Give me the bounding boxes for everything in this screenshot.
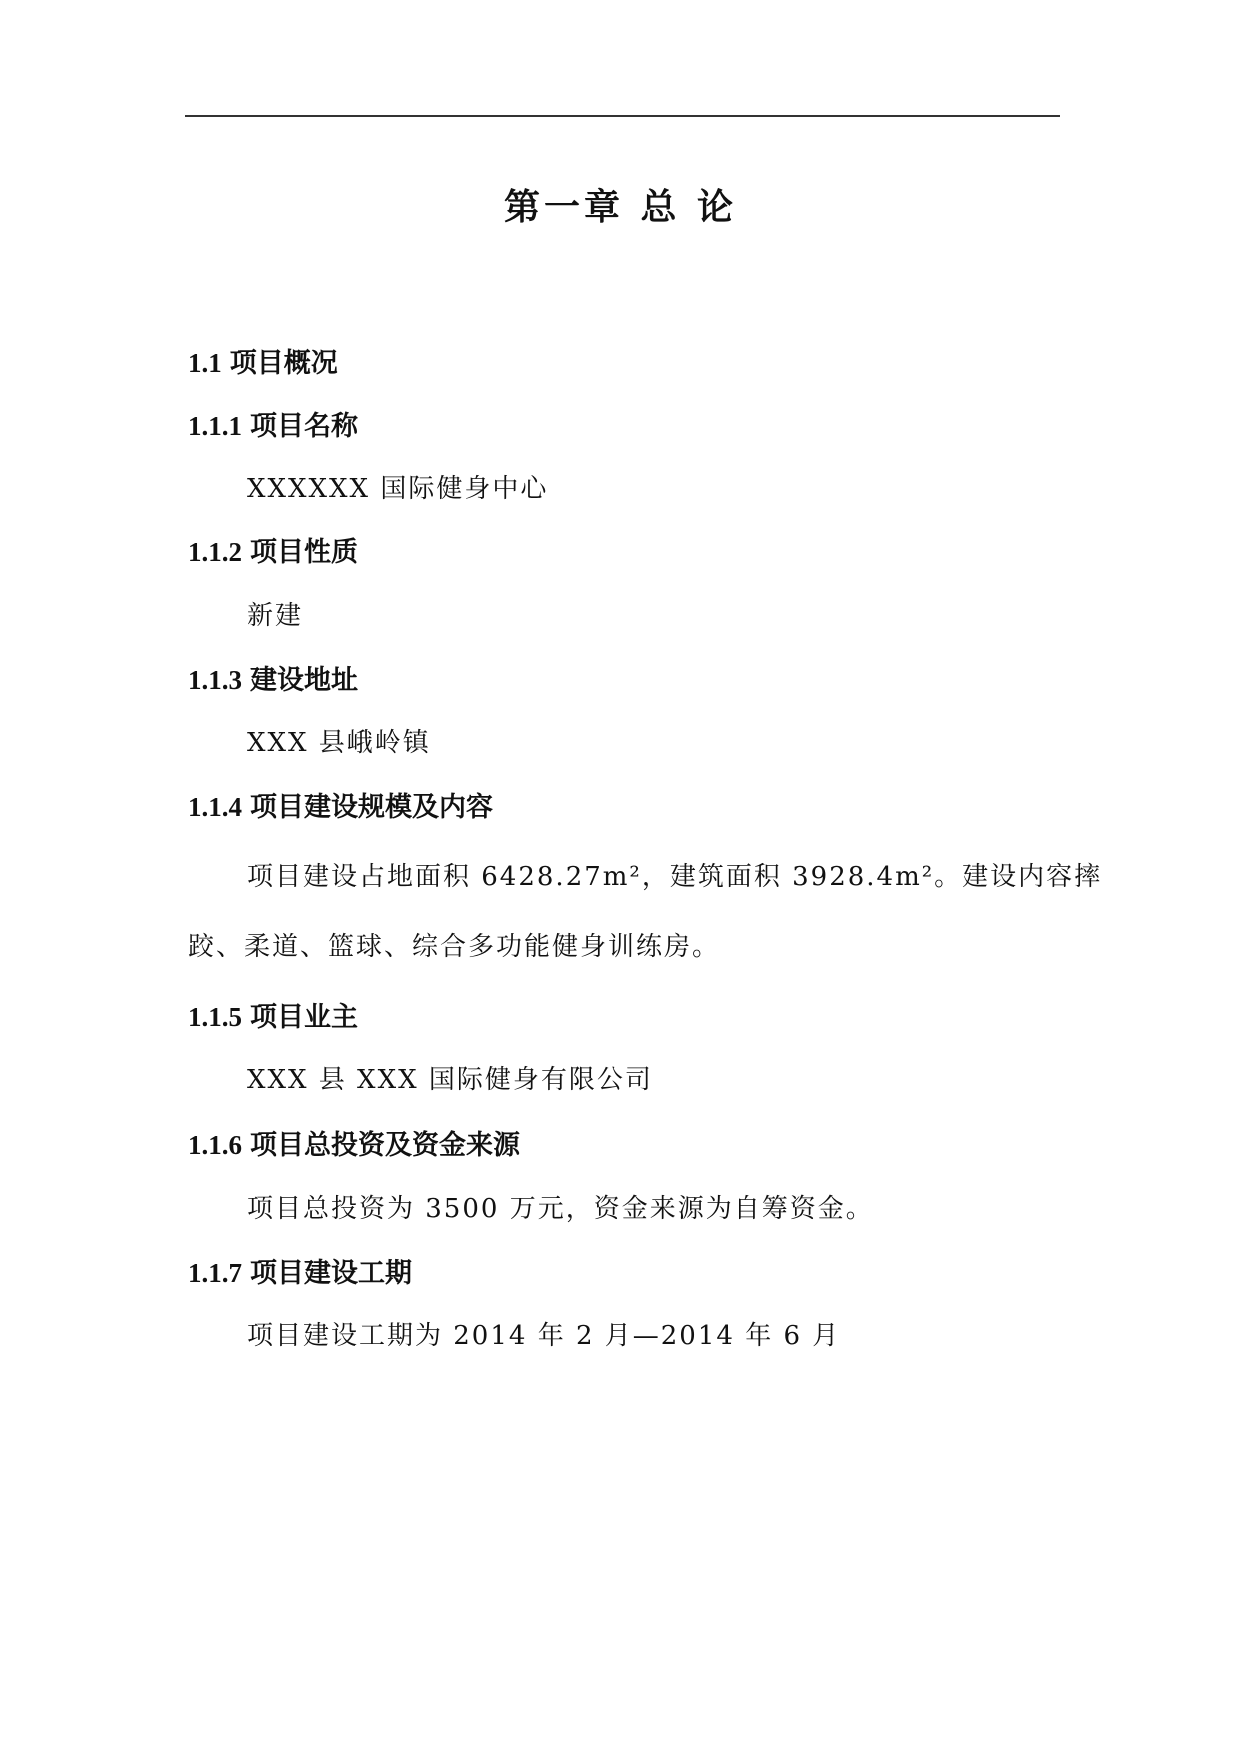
section-number: 1.1.5: [188, 1002, 242, 1032]
project-owner-text: XXX 县 XXX 国际健身有限公司: [247, 1065, 653, 1095]
section-heading-1-1-1: [188, 406, 358, 447]
section-title: 建设地址: [250, 665, 358, 696]
section-heading-1-1-7: [188, 1253, 412, 1294]
section-title: 项目性质: [250, 537, 358, 568]
investment-text: 项目总投资为 3500 万元，资金来源为自筹资金。: [247, 1194, 874, 1224]
section-number: 1.1: [188, 348, 222, 378]
section-title: 项目业主: [250, 1002, 358, 1033]
section-title: 项目建设工期: [250, 1258, 412, 1289]
section-number: 1.1.1: [188, 411, 242, 441]
scale-content-text-continued: 跤、柔道、篮球、综合多功能健身训练房。: [188, 932, 721, 962]
section-heading-1-1-3: [188, 660, 358, 701]
section-title: 项目建设规模及内容: [250, 792, 493, 823]
section-title: 项目总投资及资金来源: [250, 1130, 520, 1161]
section-number: 1.1.3: [188, 665, 242, 695]
scale-content-text: 项目建设占地面积 6428.27m²，建筑面积 3928.4m²。建设内容摔: [247, 862, 1103, 892]
section-heading-1-1-5: [188, 997, 358, 1038]
project-nature-text: 新建: [247, 601, 304, 631]
construction-period-text: 项目建设工期为 2014 年 2 月—2014 年 6 月: [247, 1321, 841, 1351]
section-heading-1-1-4: [188, 787, 493, 828]
header-rule: [185, 115, 1060, 117]
section-heading-1-1: [188, 343, 338, 384]
project-name-text: XXXXXX 国际健身中心: [247, 474, 549, 504]
section-title: 项目概况: [229, 348, 338, 379]
section-heading-1-1-2: [188, 532, 358, 573]
section-number: 1.1.6: [188, 1130, 242, 1160]
section-number: 1.1.4: [188, 792, 242, 822]
chapter-title: 第一章 总 论: [503, 187, 738, 228]
section-heading-1-1-6: [188, 1125, 520, 1166]
section-number: 1.1.7: [188, 1258, 242, 1288]
section-number: 1.1.2: [188, 537, 242, 567]
site-address-text: XXX 县峨岭镇: [247, 728, 431, 758]
section-title: 项目名称: [250, 411, 358, 442]
